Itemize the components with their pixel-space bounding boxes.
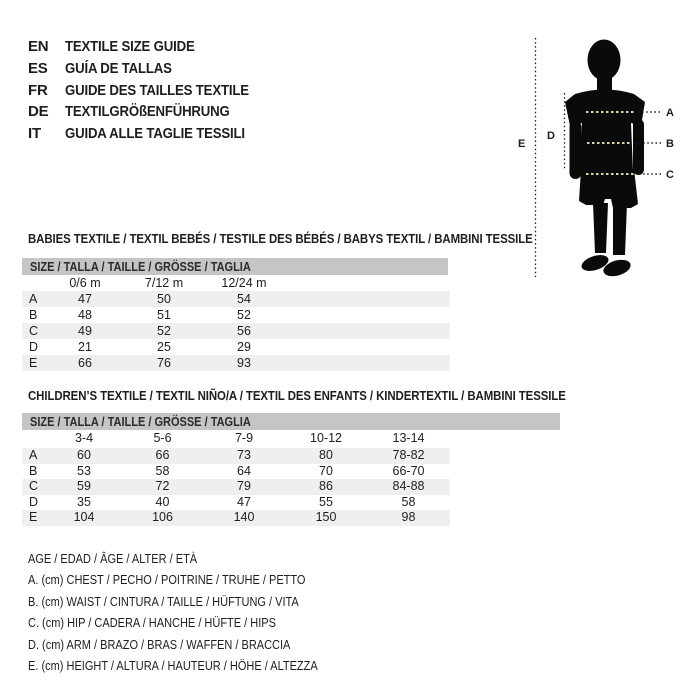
legend-chest: A. (cm) CHEST / PECHO / POITRINE / TRUHE / PETTO: [28, 573, 306, 588]
cell-value: 79: [237, 479, 251, 493]
children-table-title: CHILDREN’S TEXTILE / TEXTIL NIÑO/A / TEXTIL DES ENFANTS / KINDERTEXTIL / BAMBINI TESSILE: [28, 388, 566, 403]
row-label: B: [29, 463, 38, 478]
row-label: E: [29, 510, 38, 524]
language-title-list: [28, 36, 274, 145]
cell-value: 53: [77, 463, 91, 478]
children-row-e: [22, 510, 450, 526]
language-row-fr: [28, 80, 274, 102]
cell-value: 93: [237, 356, 251, 370]
children-size-header-bar: SIZE / TALLA / TAILLE / GRÖSSE / TAGLIA: [22, 413, 560, 430]
cell-value: 40: [155, 494, 170, 509]
children-column-headers: [22, 431, 450, 447]
cell-value: 60: [77, 448, 91, 462]
row-label: C: [29, 324, 39, 338]
cell-value: 50: [157, 292, 171, 306]
cell-value: 84-88: [392, 479, 425, 493]
children-row-a: [22, 448, 450, 464]
cell-value: 59: [77, 479, 91, 493]
cell-value: 55: [319, 494, 333, 509]
cell-value: 51: [157, 308, 171, 322]
cell-value: 66-70: [392, 463, 425, 478]
cell-value: 49: [78, 324, 92, 338]
language-row-de: [28, 101, 274, 123]
cell-value: 56: [237, 324, 251, 338]
measure-label-b: B: [666, 138, 674, 150]
babies-row-e: [22, 355, 450, 371]
children-col-3-4: 3-4: [74, 431, 94, 445]
cell-value: 52: [237, 308, 251, 322]
cell-value: 58: [155, 463, 170, 478]
babies-col-0-6m: 0/6 m: [69, 276, 101, 290]
cell-value: 80: [319, 448, 333, 462]
guide-title-es: GUÍA DE TALLAS: [65, 59, 172, 77]
cell-value: 35: [77, 494, 91, 509]
children-col-10-12: 10-12: [310, 431, 342, 445]
cell-value: 21: [78, 340, 92, 354]
babies-col-7-12m: 7/12 m: [144, 276, 184, 290]
babies-col-12-24m: 12/24 m: [221, 276, 267, 290]
children-col-13-14: 13-14: [392, 431, 425, 445]
babies-row-a: [22, 291, 450, 307]
babies-table-title: BABIES TEXTILE / TEXTIL BEBÉS / TESTILE DES BÉBÉS / BABYS TEXTIL / BAMBINI TESSILE: [28, 231, 533, 246]
children-col-7-9: 7-9: [234, 431, 254, 445]
measure-label-a: A: [666, 107, 674, 119]
language-code: ES: [28, 59, 48, 77]
measure-label-d: D: [547, 130, 555, 142]
row-label: A: [29, 292, 38, 306]
children-row-c: [22, 479, 450, 495]
row-label: B: [29, 308, 38, 322]
row-label: E: [29, 356, 38, 370]
cell-value: 47: [237, 494, 251, 509]
legend-height: E. (cm) HEIGHT / ALTURA / HAUTEUR / HÖHE / ALTEZZA: [28, 659, 318, 674]
cell-value: 66: [78, 356, 92, 370]
row-label: A: [29, 448, 38, 462]
language-code: FR: [28, 81, 48, 99]
measure-label-c: C: [666, 169, 674, 181]
measurement-legend: [28, 549, 357, 677]
cell-value: 106: [152, 510, 173, 524]
language-code: EN: [28, 38, 49, 55]
cell-value: 54: [237, 292, 251, 306]
language-code: IT: [28, 125, 41, 143]
cell-value: 66: [155, 448, 170, 462]
row-label: C: [29, 479, 39, 493]
cell-value: 47: [78, 292, 92, 306]
legend-hip: C. (cm) HIP / CADERA / HANCHE / HÜFTE / HIPS: [28, 616, 276, 631]
cell-value: 70: [319, 463, 333, 478]
language-code: DE: [28, 103, 49, 121]
guide-title-it: GUIDA ALLE TAGLIE TESSILI: [65, 125, 245, 143]
cell-value: 29: [237, 340, 251, 354]
cell-value: 86: [319, 479, 333, 493]
cell-value: 76: [157, 356, 171, 370]
children-col-5-6: 5-6: [153, 431, 172, 445]
babies-row-d: [22, 339, 450, 355]
language-row-it: [28, 123, 274, 145]
child-measurement-figure: [505, 25, 700, 285]
cell-value: 140: [233, 510, 255, 524]
cell-value: 48: [78, 308, 92, 322]
legend-waist: B. (cm) WAIST / CINTURA / TAILLE / HÜFTUNG / VITA: [28, 594, 299, 609]
children-row-b: [22, 464, 450, 480]
cell-value: 104: [73, 510, 95, 524]
cell-value: 72: [155, 479, 170, 493]
cell-value: 150: [315, 510, 337, 524]
cell-value: 98: [401, 510, 416, 524]
language-row-en: [28, 36, 274, 58]
guide-title-en: TEXTILE SIZE GUIDE: [65, 38, 195, 55]
cell-value: 73: [237, 448, 251, 462]
cell-value: 78-82: [392, 448, 425, 462]
row-label: D: [29, 494, 39, 509]
legend-age: AGE / EDAD / ÂGE / ALTER / ETÀ: [28, 552, 198, 566]
babies-size-header-bar: SIZE / TALLA / TAILLE / GRÖSSE / TAGLIA: [22, 258, 448, 275]
guide-title-fr: GUIDE DES TAILLES TEXTILE: [65, 81, 249, 99]
guide-title-de: TEXTILGRÖßENFÜHRUNG: [65, 103, 230, 121]
measure-label-e: E: [518, 138, 526, 150]
babies-column-headers: [22, 275, 450, 291]
language-row-es: [28, 58, 274, 80]
children-row-d: [22, 495, 450, 511]
cell-value: 52: [157, 324, 171, 338]
cell-value: 25: [157, 340, 171, 354]
babies-row-c: [22, 323, 450, 339]
cell-value: 64: [237, 463, 251, 478]
row-label: D: [29, 340, 39, 354]
cell-value: 58: [401, 494, 416, 509]
babies-row-b: [22, 307, 450, 323]
legend-arm: D. (cm) ARM / BRAZO / BRAS / WAFFEN / BRACCIA: [28, 637, 291, 652]
